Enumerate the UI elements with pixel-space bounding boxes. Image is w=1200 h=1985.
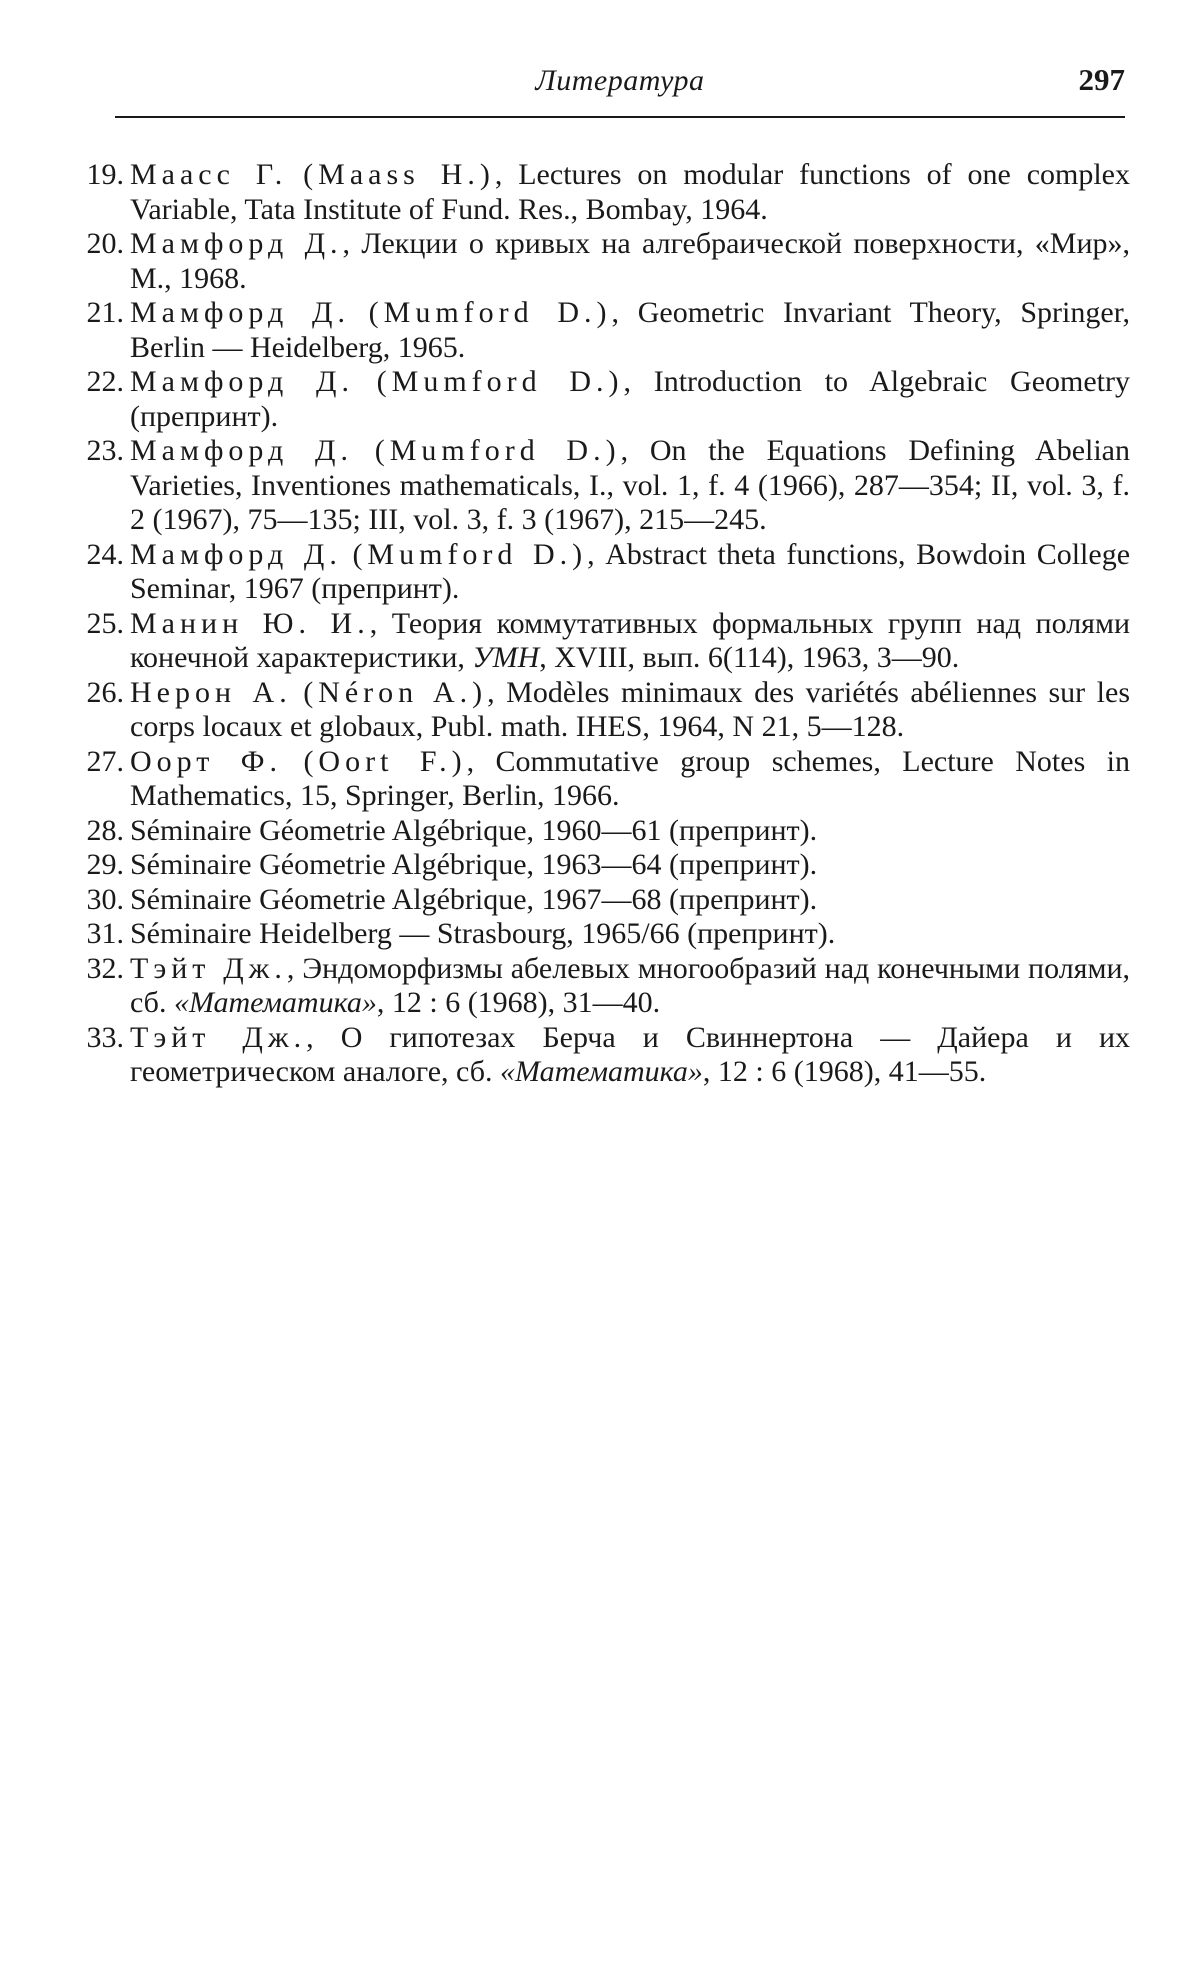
reference-text-end: , 12 : 6 (1968), 31—40. bbox=[376, 986, 661, 1019]
reference-number: 28. bbox=[86, 813, 124, 847]
reference-author: Манин Ю. И. bbox=[130, 606, 370, 640]
reference-author: Нерон А. bbox=[130, 675, 292, 709]
reference-author: Мамфорд Д. bbox=[130, 434, 353, 467]
reference-author: Маасс Г. bbox=[130, 158, 288, 191]
reference-number: 31. bbox=[86, 917, 124, 950]
reference-item bbox=[60, 296, 1130, 365]
reference-text: , Эндоморфизмы абелевых многообразий над конечными полями, сб. bbox=[130, 951, 1131, 1019]
reference-number: 21. bbox=[86, 296, 124, 329]
reference-item bbox=[60, 814, 1130, 849]
reference-item bbox=[60, 434, 1130, 538]
reference-text: , On the Equations Defining Abelian Varieties, Inventiones mathematicals, I., vol. 1, f. 4 (1966), 287—354; II, vol. 3, f. 2 (1967), 75—135; III, vol. 3, f. 3 (1967), 215—245. bbox=[130, 434, 1130, 536]
reference-text: Séminaire Géometrie Algébrique, 1960—61 (препринт). bbox=[130, 813, 818, 847]
reference-item bbox=[60, 952, 1130, 1021]
reference-author-latin: (Maass H.) bbox=[303, 158, 495, 191]
reference-item bbox=[60, 365, 1130, 434]
reference-list bbox=[60, 158, 1130, 1090]
reference-text-end: , XVIII, вып. 6(114), 1963, 3—90. bbox=[539, 641, 960, 674]
reference-item bbox=[60, 158, 1130, 227]
journal-title: «Математика» bbox=[173, 986, 377, 1019]
reference-text: , Лекции о кривых на алгебраической поверхности, «Мир», М., 1968. bbox=[130, 227, 1130, 295]
running-head bbox=[115, 58, 1125, 118]
reference-item bbox=[60, 883, 1130, 918]
reference-author: Мамфорд Д. bbox=[130, 537, 342, 571]
reference-text: , Introduction to Algebraic Geometry (препринт). bbox=[130, 365, 1131, 433]
reference-text: , Abstract theta functions, Bowdoin College Seminar, 1967 (препринт). bbox=[130, 537, 1131, 605]
reference-number: 25. bbox=[86, 606, 124, 640]
reference-author-latin: (Mumford D.) bbox=[376, 365, 624, 398]
reference-number: 22. bbox=[86, 365, 124, 398]
reference-author-latin: (Mumford D.) bbox=[352, 537, 588, 571]
reference-number: 32. bbox=[86, 951, 124, 985]
reference-number: 27. bbox=[86, 744, 124, 778]
reference-author: Тэйт Дж. bbox=[130, 951, 287, 985]
reference-number: 29. bbox=[86, 848, 124, 881]
reference-text: Séminaire Géometrie Algébrique, 1963—64 (препринт). bbox=[130, 848, 818, 881]
reference-author: Мамфорд Д. bbox=[130, 227, 343, 260]
reference-item bbox=[60, 607, 1130, 676]
reference-text: , О гипотезах Берча и Свиннертона — Дайера и их геометрическом аналоге, сб. bbox=[130, 1020, 1130, 1088]
reference-text: , Geometric Invariant Theory, Springer, Berlin — Heidelberg, 1965. bbox=[130, 296, 1130, 364]
reference-item bbox=[60, 848, 1130, 883]
reference-text: Séminaire Géometrie Algébrique, 1967—68 (препринт). bbox=[130, 882, 818, 916]
reference-author: Мамфорд Д. bbox=[130, 365, 354, 398]
reference-number: 24. bbox=[86, 537, 124, 571]
reference-number: 23. bbox=[86, 434, 124, 467]
page-number: 297 bbox=[1078, 62, 1125, 97]
reference-item bbox=[60, 676, 1130, 745]
reference-text: , Lectures on modular functions of one complex Variable, Tata Institute of Fund. Res., Bombay, 1964. bbox=[130, 158, 1130, 226]
reference-author-latin: (Oort F.) bbox=[303, 744, 467, 778]
reference-author-latin: (Mumford D.) bbox=[374, 434, 621, 467]
reference-item bbox=[60, 227, 1130, 296]
reference-item bbox=[60, 745, 1130, 814]
reference-author: Мамфорд Д. bbox=[130, 296, 350, 329]
reference-number: 33. bbox=[86, 1020, 124, 1054]
header-rule bbox=[115, 116, 1125, 118]
reference-text: , Теория коммутативных формальных групп над полями конечной характеристики, bbox=[130, 606, 1131, 674]
journal-title: УМН bbox=[472, 641, 540, 674]
reference-author: Оорт Ф. bbox=[130, 744, 283, 778]
reference-text: Séminaire Heidelberg — Strasbourg, 1965/66 (препринт). bbox=[130, 917, 836, 950]
reference-author-latin: (Mumford D.) bbox=[368, 296, 612, 329]
reference-author: Тэйт Дж. bbox=[130, 1020, 307, 1054]
running-title: Литература bbox=[535, 64, 705, 97]
reference-item bbox=[60, 1021, 1130, 1090]
reference-text-end: , 12 : 6 (1968), 41—55. bbox=[702, 1055, 987, 1088]
reference-number: 20. bbox=[86, 227, 124, 260]
reference-author-latin: (Néron A.) bbox=[303, 675, 488, 709]
reference-number: 26. bbox=[86, 675, 124, 709]
reference-text: , Commutative group schemes, Lecture Notes in Mathematics, 15, Springer, Berlin, 1966. bbox=[130, 744, 1131, 812]
reference-item bbox=[60, 917, 1130, 952]
journal-title: «Математика» bbox=[500, 1055, 703, 1088]
reference-text: , Modèles minimaux des variétés abéliennes sur les corps locaux et globaux, Publ. math. IHES, 1964, N 21, 5—128. bbox=[130, 675, 1130, 743]
reference-number: 19. bbox=[86, 158, 124, 191]
reference-number: 30. bbox=[86, 882, 124, 916]
reference-item bbox=[60, 538, 1130, 607]
